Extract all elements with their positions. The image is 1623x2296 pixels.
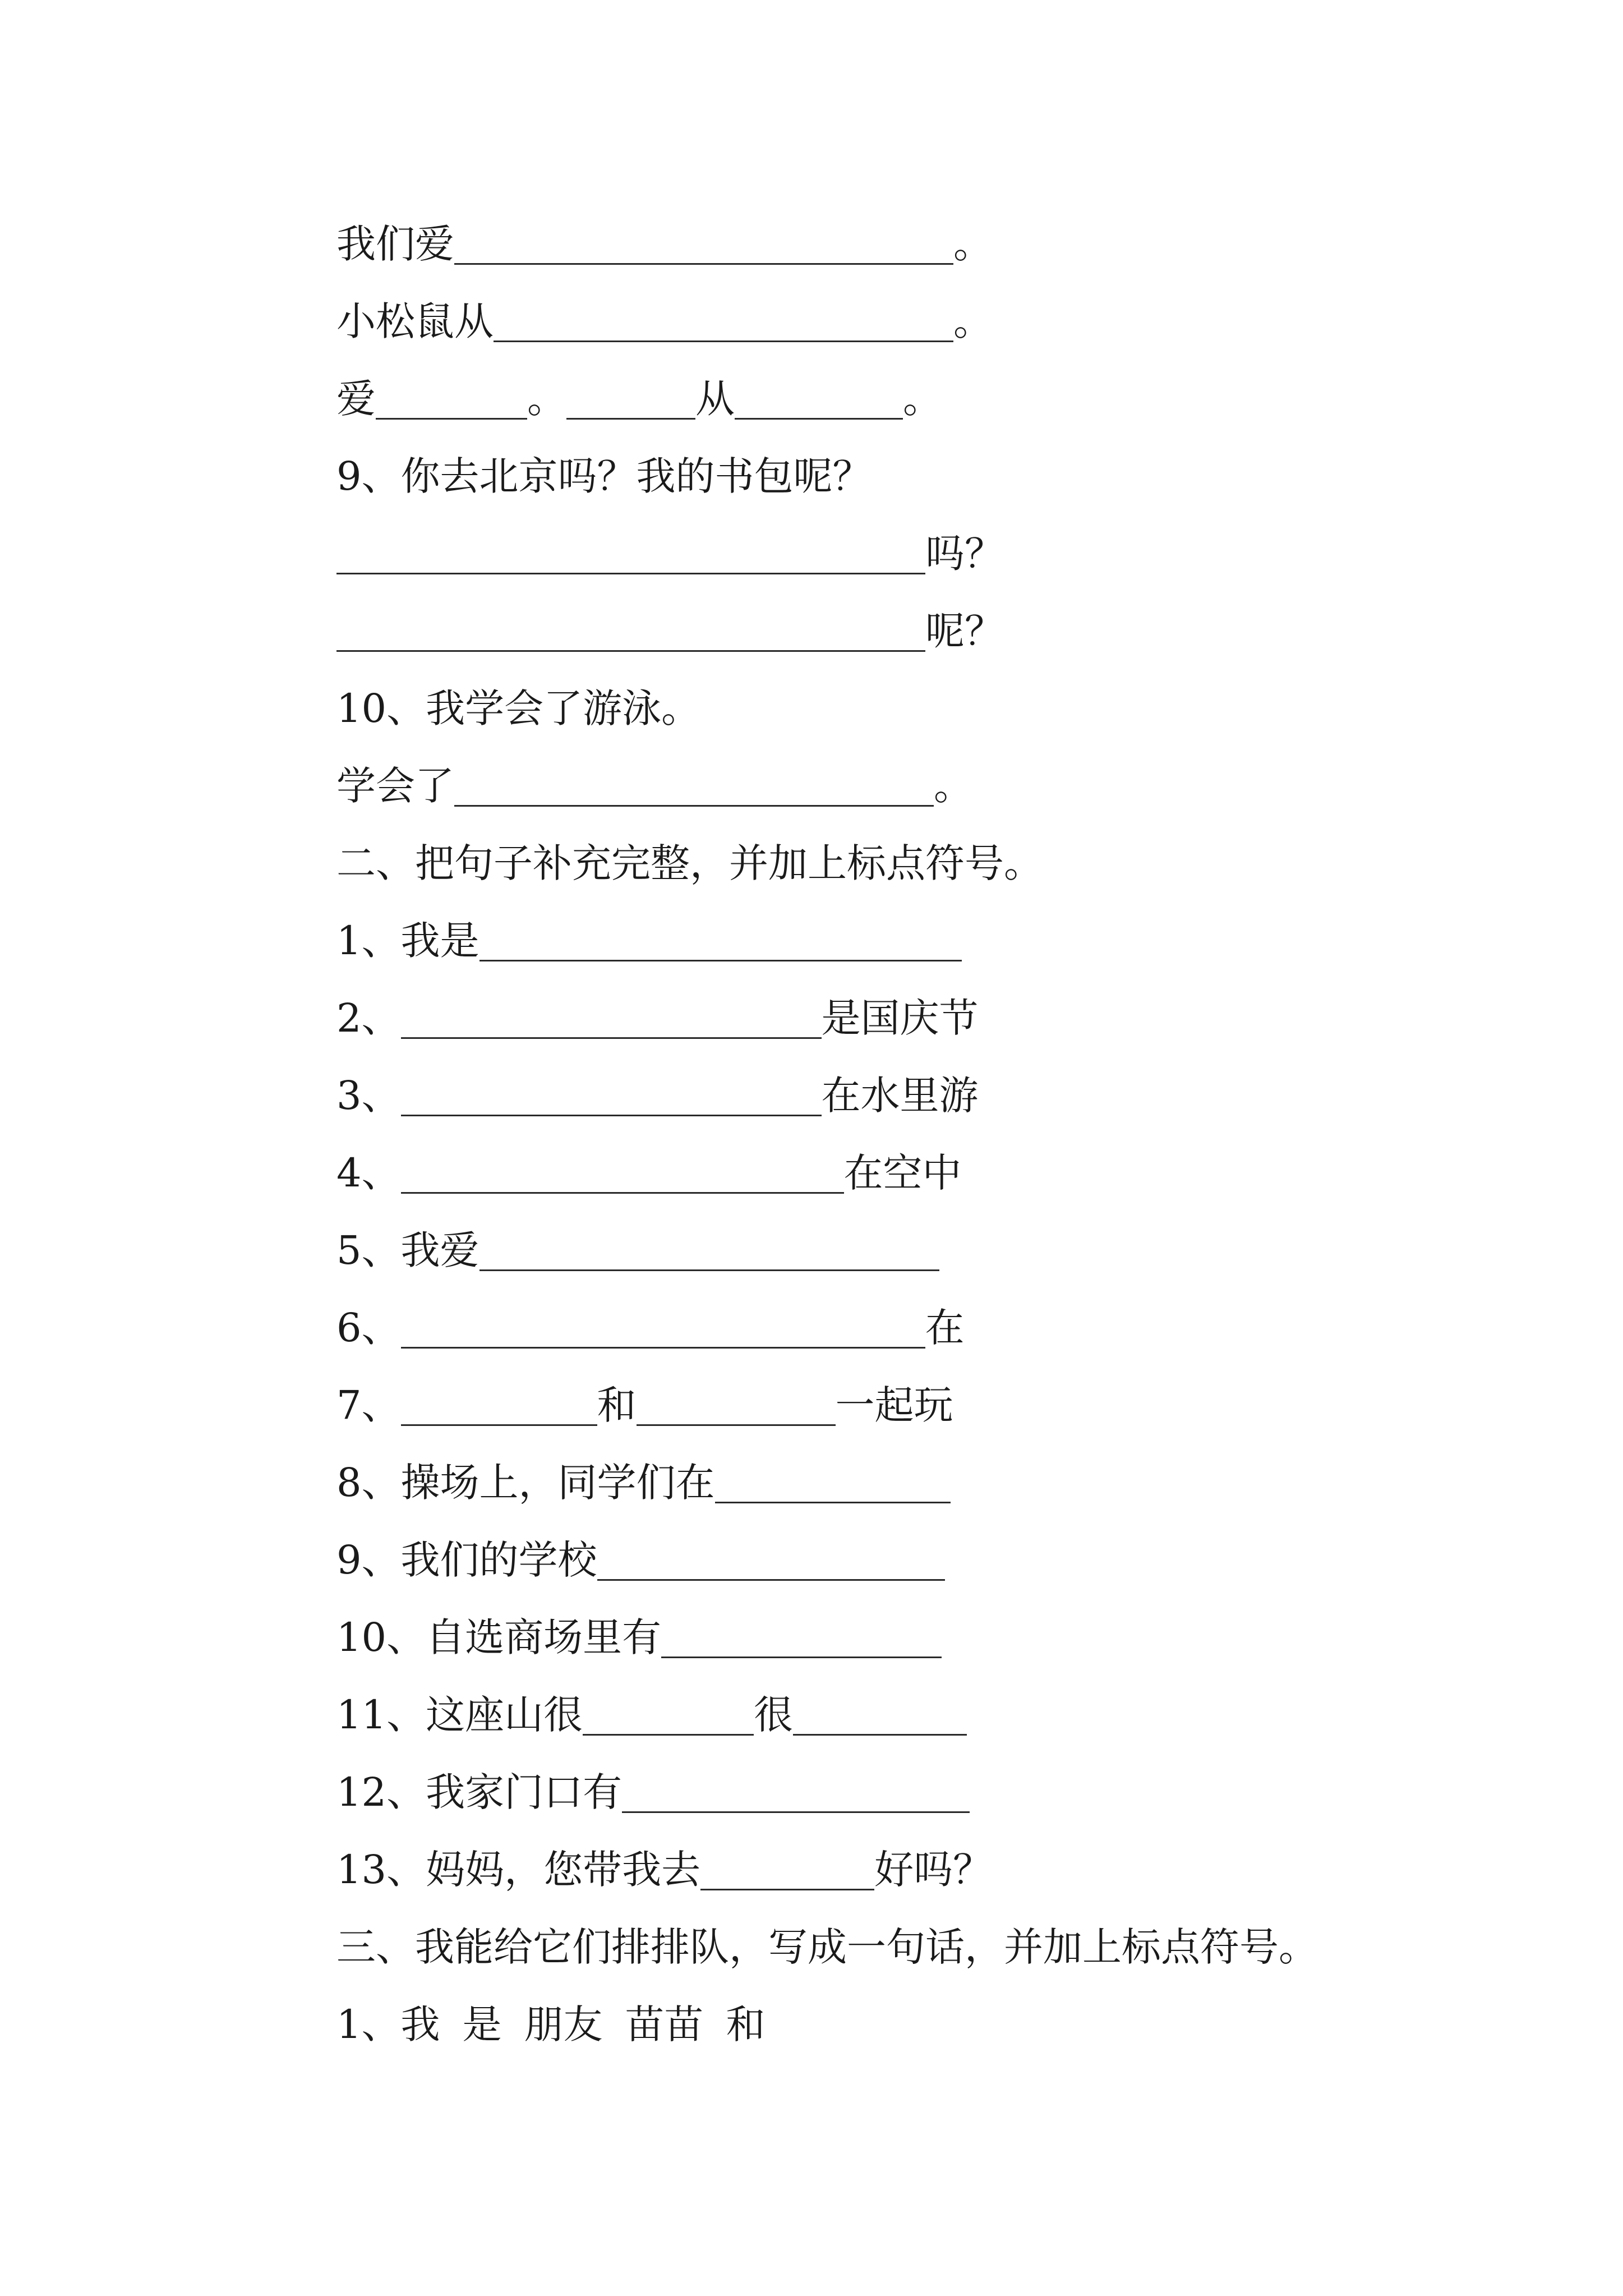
answer-blank[interactable] xyxy=(793,1701,967,1736)
word-chip: 我 xyxy=(400,2001,440,2047)
line-prefix: 小松鼠从 xyxy=(336,298,494,344)
answer-blank[interactable] xyxy=(401,1159,844,1194)
answer-blank[interactable] xyxy=(494,308,953,342)
answer-blank[interactable] xyxy=(566,385,695,420)
fill-item-9 xyxy=(336,1529,945,1591)
section-3-heading xyxy=(336,1916,1318,1978)
question-9-text xyxy=(336,445,872,507)
fill-item-2 xyxy=(336,987,979,1049)
question-text: 9、你去北京吗？我的书包呢？ xyxy=(336,453,872,499)
line-suffix: 在 xyxy=(925,1305,965,1351)
fill-item-6 xyxy=(336,1297,965,1359)
fill-line-learned xyxy=(336,755,973,817)
line-prefix: 12、我家门口有 xyxy=(336,1769,623,1815)
answer-blank[interactable] xyxy=(401,1082,822,1116)
line-suffix: 呢？ xyxy=(925,608,1004,654)
line-suffix: 。 xyxy=(953,298,993,344)
line-prefix: 1、我是 xyxy=(336,918,479,964)
line-prefix: 爱 xyxy=(336,376,376,422)
fill-line-ne xyxy=(336,600,1004,662)
fill-item-4 xyxy=(336,1142,962,1204)
line-prefix: 6、 xyxy=(336,1305,401,1351)
question-text: 10、我学会了游泳。 xyxy=(336,685,701,731)
answer-blank[interactable] xyxy=(401,1392,597,1426)
answer-blank[interactable] xyxy=(454,231,953,265)
line-suffix: 是国庆节 xyxy=(821,995,979,1041)
line-suffix: 吗？ xyxy=(925,531,1004,577)
line-prefix: 11、这座山很 xyxy=(336,1692,583,1738)
answer-blank[interactable] xyxy=(735,385,903,420)
question-10-text xyxy=(336,678,700,739)
word-chip: 苗苗 xyxy=(625,2001,704,2047)
line-prefix: 学会了 xyxy=(336,763,454,809)
fill-item-1 xyxy=(336,910,962,972)
line-prefix: 8、操场上，同学们在 xyxy=(336,1460,715,1506)
fill-line-squirrel xyxy=(336,291,993,352)
fill-line-we-love xyxy=(336,213,993,275)
line-prefix: 4、 xyxy=(336,1150,401,1196)
word-order-item-1 xyxy=(336,1994,766,2055)
line-prefix: 我们爱 xyxy=(336,221,454,267)
line-text: 和 xyxy=(597,1382,637,1428)
fill-item-3 xyxy=(336,1065,979,1126)
line-prefix: 7、 xyxy=(336,1382,401,1428)
answer-blank[interactable] xyxy=(479,927,962,961)
fill-item-11 xyxy=(336,1684,967,1746)
line-suffix: 在水里游 xyxy=(821,1073,979,1119)
line-text: 很 xyxy=(754,1692,794,1738)
answer-blank[interactable] xyxy=(637,1392,836,1426)
line-prefix: 3、 xyxy=(336,1073,401,1119)
line-suffix: 。 xyxy=(953,221,993,267)
answer-blank[interactable] xyxy=(401,1314,925,1349)
word-chip: 是 xyxy=(462,2001,502,2047)
fill-item-13 xyxy=(336,1839,992,1901)
line-prefix: 1、 xyxy=(336,2001,401,2047)
line-prefix: 5、我爱 xyxy=(336,1227,479,1273)
answer-blank[interactable] xyxy=(479,1237,939,1271)
word-chip: 和 xyxy=(726,2001,766,2047)
fill-line-love-from xyxy=(336,368,942,430)
answer-blank[interactable] xyxy=(661,1624,942,1658)
line-prefix: 9、我们的学校 xyxy=(336,1537,597,1583)
line-prefix: 10、自选商场里有 xyxy=(336,1614,662,1660)
answer-blank[interactable] xyxy=(376,385,527,420)
answer-blank[interactable] xyxy=(715,1469,951,1503)
section-2-heading xyxy=(336,832,1043,894)
answer-blank[interactable] xyxy=(336,540,925,574)
line-text: 。 xyxy=(527,376,566,422)
fill-item-12 xyxy=(336,1761,970,1823)
line-suffix: 一起玩 xyxy=(835,1382,953,1428)
line-suffix: 。 xyxy=(903,376,942,422)
word-chip: 朋友 xyxy=(524,2001,603,2047)
answer-blank[interactable] xyxy=(454,772,934,807)
fill-item-7 xyxy=(336,1374,953,1436)
answer-blank[interactable] xyxy=(583,1701,754,1736)
answer-blank[interactable] xyxy=(597,1547,945,1581)
answer-blank[interactable] xyxy=(700,1856,874,1890)
fill-item-5 xyxy=(336,1220,939,1281)
line-prefix: 2、 xyxy=(336,995,401,1041)
section-heading: 二、把句子补充完整，并加上标点符号。 xyxy=(336,840,1043,886)
line-suffix: 好吗？ xyxy=(874,1847,993,1893)
line-suffix: 在空中 xyxy=(843,1150,962,1196)
line-suffix: 。 xyxy=(934,763,973,809)
answer-blank[interactable] xyxy=(401,1005,822,1039)
line-text: 从 xyxy=(695,376,735,422)
fill-line-ma xyxy=(336,523,1004,585)
answer-blank[interactable] xyxy=(336,618,925,652)
fill-item-10 xyxy=(336,1607,942,1668)
answer-blank[interactable] xyxy=(622,1779,970,1813)
fill-item-8 xyxy=(336,1452,951,1513)
section-heading: 三、我能给它们排排队，写成一句话，并加上标点符号。 xyxy=(336,1924,1318,1970)
line-prefix: 13、妈妈，您带我去 xyxy=(336,1847,701,1893)
